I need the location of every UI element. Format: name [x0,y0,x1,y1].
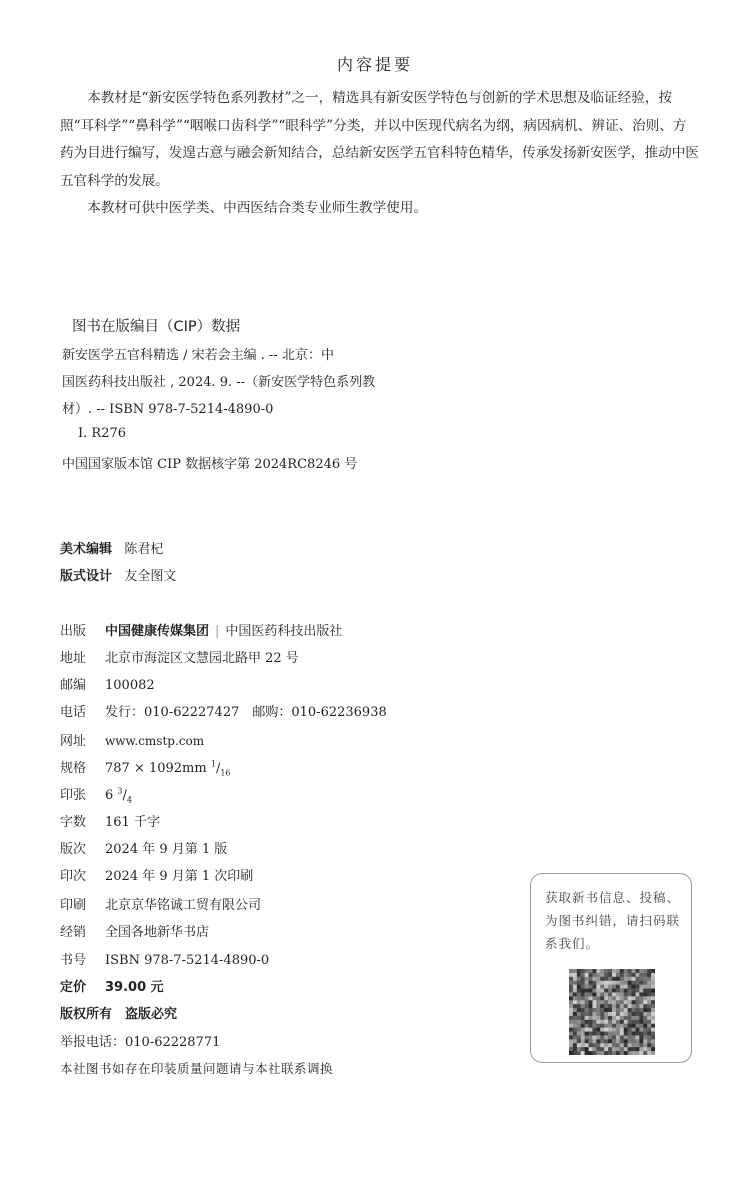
words-value: 161 千字 [105,815,160,830]
summary-paragraph-1: 本教材是“新安医学特色系列教材”之一，精选具有新安医学特色与创新的学术思想及临证经验，按照“耳科学”“鼻科学”“咽喉口齿科学”“眼科学”分类，并以中医现代病名为纲，病因病机、辨证、治则、方药为目进行编写，发遑古意与融会新知结合，总结新安医学五官科特色精华，传承发扬新安医学，推动中医五官科学的发展。 [60,90,699,189]
publisher-separator: | [215,624,220,639]
postcode-value: 100082 [105,678,155,693]
cip-line-3: 材）. -- ISBN 978-7-5214-4890-0 [62,402,274,417]
distributor-value: 全国各地新华书店 [105,925,210,940]
sheets-row: 印张 6 $^3/_4$ [60,784,132,805]
summary-text [60,85,700,223]
sheets-numerator: 3 [117,786,123,796]
row-label: 书号 [60,953,87,968]
printer-value: 北京京华铭诚工贸有限公司 [105,898,262,913]
price-row [60,976,164,995]
spec-value: 787 × 1092mm [105,761,211,776]
address-row [60,647,299,666]
credit-value: 陈君杞 [124,542,164,557]
isbn-row [60,949,269,968]
printing-value: 2024 年 9 月第 1 次印刷 [105,869,254,884]
qr-code[interactable] [569,969,655,1055]
spec-denominator: 16 [220,768,231,778]
row-label: 电话 [60,705,87,720]
qr-caption: 获取新书信息、投稿、为图书纠错，请扫码联系我们。 [545,890,681,951]
isbn-value: ISBN 978-7-5214-4890-0 [105,953,270,968]
edition-value: 2024 年 9 月第 1 版 [105,842,228,857]
row-label: 印刷 [60,898,87,913]
row-label: 印次 [60,869,87,884]
postcode-row [60,674,155,693]
quality-notice: 本社图书如存在印装质量问题请与本社联系调换 [60,1061,334,1076]
cip-line-1: 新安医学五官科精选 / 宋若会主编 . -- 北京：中 [62,348,334,363]
row-label: 字数 [60,815,87,830]
cip-line-2: 国医药科技出版社 , 2024. 9. --（新安医学特色系列教 [62,375,376,390]
phone-row [60,701,387,720]
words-row [60,811,160,830]
row-label: 邮编 [60,678,87,693]
cip-title: 图书在版编目（CIP）数据 [72,319,241,335]
spec-row: 规格 787 × 1092mm $^1/_{16}$ [60,757,231,778]
edition-row [60,838,227,857]
credit-art-editor [60,538,163,557]
row-label: 印张 [60,788,87,803]
credit-value: 友全图文 [124,569,177,584]
row-label: 版次 [60,842,87,857]
publisher-name: 中国医药科技出版社 [225,624,343,639]
row-label: 规格 [60,761,87,776]
summary-title: 内容提要 [336,55,413,74]
credit-label: 美术编辑 [60,542,113,557]
publisher-label: 出版 [60,624,87,639]
sheets-denominator: 4 [126,795,132,805]
report-phone: 举报电话：010-62228771 [60,1035,221,1050]
row-label: 经销 [60,925,87,940]
address-value: 北京市海淀区文慧园北路甲 22 号 [105,651,299,666]
web-row [60,730,204,749]
row-label: 定价 [60,980,87,995]
printer-row [60,894,261,913]
publisher-group: 中国健康传媒集团 [105,624,210,639]
publisher-row [60,620,342,639]
printing-row [60,865,253,884]
credit-layout-design [60,565,176,584]
web-value: www.cmstp.com [105,734,205,748]
spec-numerator: 1 [210,759,216,769]
phone-value: 发行：010-62227427 邮购：010-62236938 [105,705,387,720]
row-label: 地址 [60,651,87,666]
price-value: 39.00 元 [105,980,164,995]
rights-notice: 版权所有 盗版必究 [60,1007,178,1022]
summary-paragraph-2: 本教材可供中医学类、中西医结合类专业师生教学使用。 [87,200,428,217]
cip-line-5: 中国国家版本馆 CIP 数据核字第 2024RC8246 号 [62,457,358,472]
credit-label: 版式设计 [60,569,113,584]
distributor-row [60,921,209,940]
row-label: 网址 [60,734,87,749]
cip-line-4: Ⅰ. R276 [78,426,127,441]
sheets-value: 6 [105,788,118,803]
qr-contact-box [530,873,692,1063]
